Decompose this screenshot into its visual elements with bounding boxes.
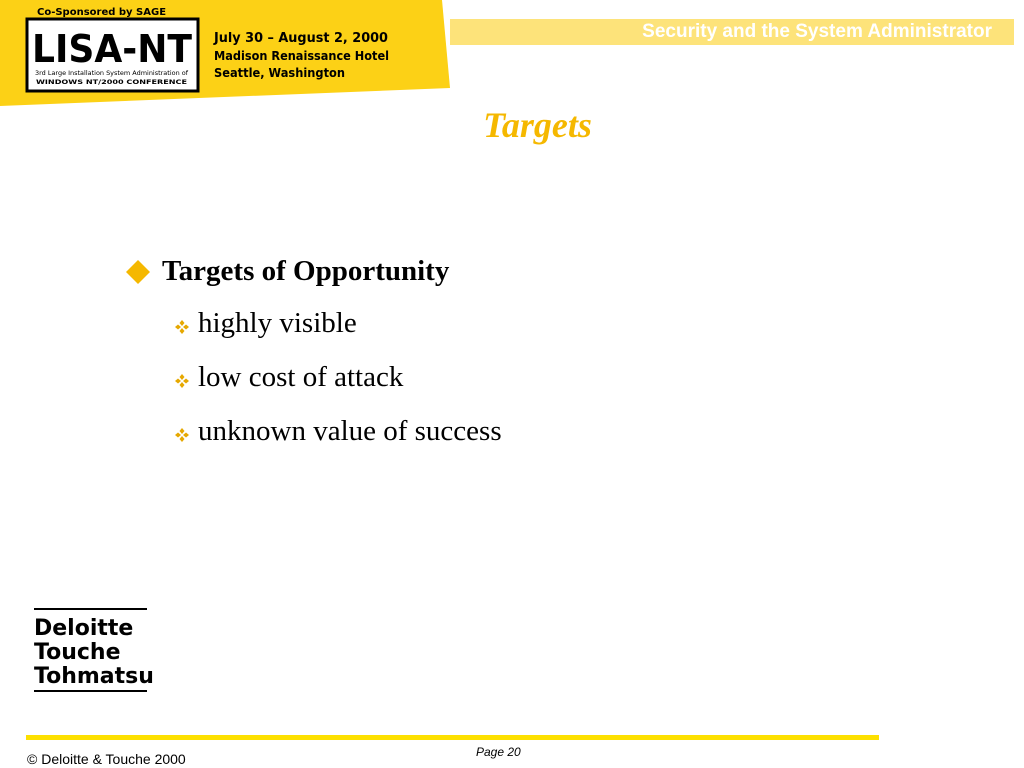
bullet-text: Targets of Opportunity: [162, 255, 450, 287]
cosponsor-text: Co-Sponsored by SAGE: [37, 7, 167, 18]
conference-dates: July 30 – August 2, 2000: [213, 31, 388, 46]
slide-title: Targets: [483, 105, 592, 145]
conference-venue: Madison Renaissance Hotel: [214, 49, 389, 63]
lisa-nt-logo-subtitle-1: 3rd Large Installation System Administration of: [35, 70, 189, 77]
conference-city: Seattle, Washington: [214, 66, 345, 80]
deloitte-logo: [34, 608, 154, 698]
page-number: Page 20: [476, 745, 521, 759]
logo-bottom-rule: [34, 690, 147, 692]
lisa-nt-logo-title: LISA-NT: [32, 27, 193, 71]
diamond-bullet-icon: [125, 259, 151, 285]
four-diamond-bullet-icon: [175, 374, 189, 388]
logo-line: Touche: [34, 640, 121, 665]
sub-bullet-text: highly visible: [198, 307, 357, 339]
footer-rule: [26, 735, 879, 740]
header-bar: [450, 19, 1014, 45]
sub-bullet-text: low cost of attack: [198, 361, 404, 393]
presentation-title: Security and the System Administrator: [642, 21, 992, 42]
sub-bullet-text: unknown value of success: [198, 415, 502, 447]
logo-line: Tohmatsu: [34, 664, 154, 689]
four-diamond-bullet-icon: [175, 320, 189, 334]
logo-line: Deloitte: [34, 616, 134, 641]
copyright-text: © Deloitte & Touche 2000: [27, 751, 186, 767]
conference-banner: [0, 0, 450, 112]
logo-top-rule: [34, 608, 147, 610]
lisa-nt-logo-subtitle-2: WINDOWS NT/2000 CONFERENCE: [36, 78, 187, 86]
four-diamond-bullet-icon: [175, 428, 189, 442]
